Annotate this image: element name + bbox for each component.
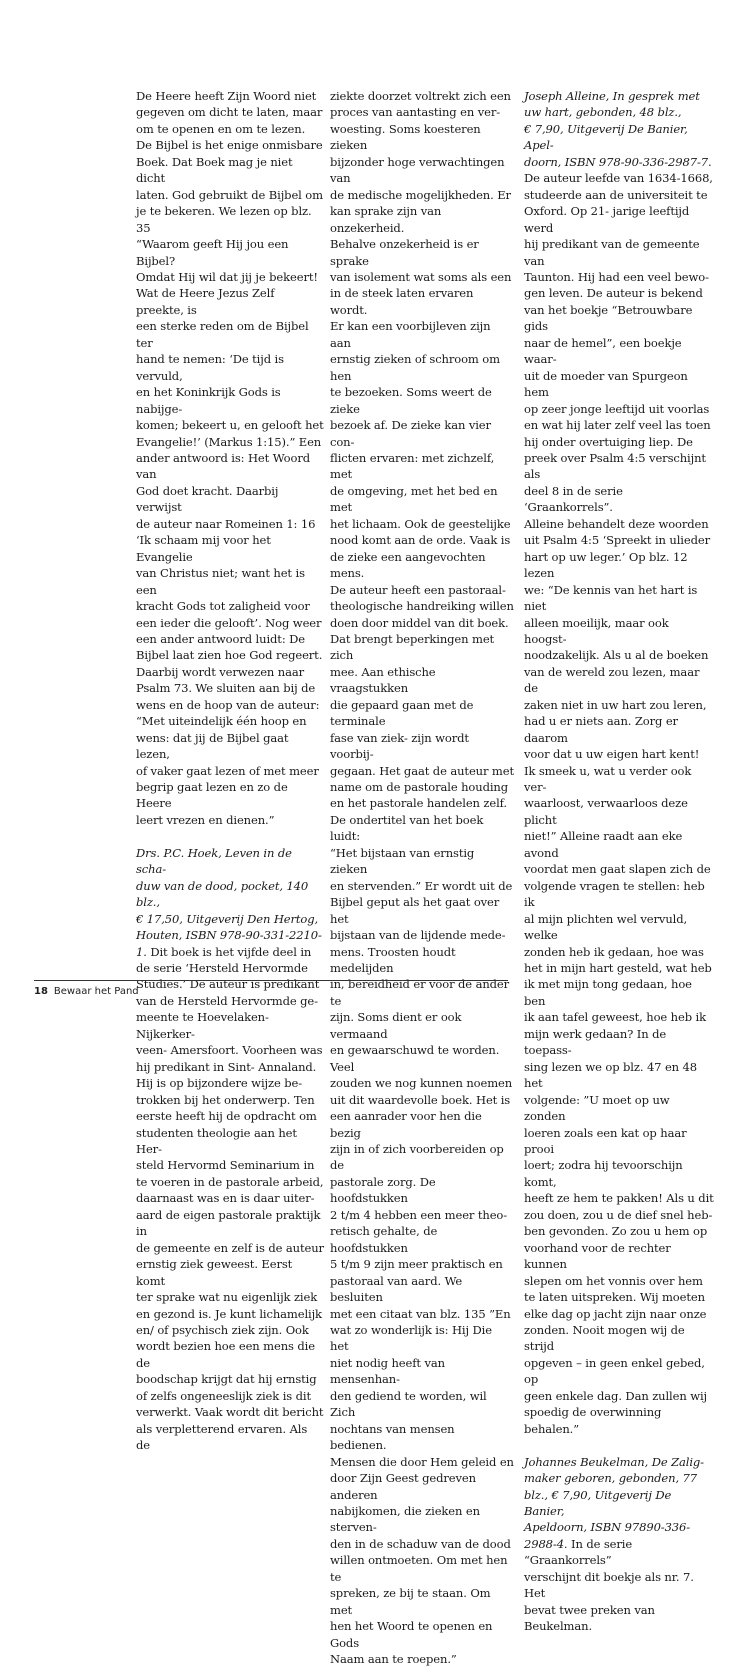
paragraph-hoek-review	[136, 845, 324, 1454]
hoek-review-text: Dit boek is het vijfde deel in de serie ‘Hersteld Hervormde Studies.’ De auteur is predikant van de Hersteld Hervormde ge- meente te Hoevelaken- Nijkerker- veen- Amersfoort. Voorheen was hij predikant in Sint- Annaland. Hij is op bijzondere wijze be- trokken bij het onderwerp. Ten eerste heeft hij de opdracht om studenten theologie aan het Her- steld Hervormd Seminarium in te voeren in de pastorale arbeid, daarnaast was en is daar uiter- aard de eigen pastorale praktijk in de gemeente en zelf is de auteur ernstig ziek geweest. Eerst komt ter sprake wat nu eigenlijk ziek en gezond is. Je kunt lichamelijk en/ of psychisch ziek zijn. Ook wordt bezien hoe een mens die de boodschap krijgt dat hij ernstig of zelfs ongeneeslijk ziek is dit verwerkt. Vaak wordt dit bericht als verpletterend ervaren. Als de	[136, 944, 324, 1453]
paragraph-beukelman-review	[524, 1454, 714, 1635]
book-reference-beukelman: Johannes Beukelman, De Zalig- maker geboren, gebonden, 77 blz., € 7,90, Uitgeverij De Banier, Apeldoorn, ISBN 97890-336- 2988-4.	[524, 1454, 704, 1551]
column-1	[136, 88, 324, 1454]
paragraph-bible-review: De Heere heeft Zijn Woord niet gegeven om dicht te laten, maar om te openen en om te lezen. De Bijbel is het enige onmisbare Boek. Dat Boek mag je niet dicht laten. God gebruikt de Bijbel om je te bekeren. We lezen op blz. 35 “Waarom geeft Hij jou een Bijbel? Omdat Hij wil dat jij je bekeert! Wat de Heere Jezus Zelf preekte, is een sterke reden om de Bijbel ter hand te nemen: ‘De tijd is vervuld, en het Koninkrijk Gods is nabijge- komen; bekeert u, en gelooft het Evangelie!’ (Markus 1:15).” Een ander antwoord is: Het Woord van God doet kracht. Daarbij verwijst de auteur naar Romeinen 1: 16 ‘Ik schaam mij voor het Evangelie van Christus niet; want het is een kracht Gods tot zaligheid voor een ieder die gelooft’. Nog weer een ander antwoord luidt: De Bijbel laat zien hoe God regeert. Daarbij wordt verwezen naar Psalm 73. We sluiten aan bij de wens en de hoop van de auteur: “Met uiteindelijk één hoop en wens: dat jij de Bijbel gaat lezen, of vaker gaat lezen of met meer begrip gaat lezen en zo de Heere leert vrezen en dienen.”	[136, 89, 324, 827]
magazine-title: Bewaar het Pand	[53, 986, 139, 997]
paragraph-alleine-review	[524, 88, 714, 1437]
column-3	[524, 88, 714, 1635]
paragraph-gap	[524, 1437, 714, 1453]
book-reference-hoek: Drs. P.C. Hoek, Leven in de scha- duw van de dood, pocket, 140 blz., € 17,50, Uitgeverij Den Hertog, Houten, ISBN 978-90-331-2210- 1.	[136, 845, 322, 959]
column-2	[330, 88, 514, 1668]
paragraph-hoek-review-continued: ziekte doorzet voltrekt zich een proces van aantasting en ver- woesting. Soms koesteren zieken bijzonder hoge verwachtingen van de medische mogelijkheden. Er kan sprake zijn van onzekerheid. Behalve onzekerheid is er sprake van isolement wat soms als een in de steek laten ervaren wordt. Er kan een voorbijleven zijn aan ernstig zieken of schroom om hen te bezoeken. Soms weert de zieke bezoek af. De zieke kan vier con- flicten ervaren: met zichzelf, met de omgeving, met het bed en met het lichaam. Ook de geestelijke nood komt aan de orde. Vaak is de zieke een aangevochten mens. De auteur heeft een pastoraal- theologische handreiking willen doen door middel van dit boek. Dat brengt beperkingen met zich mee. Aan ethische vraagstukken die gepaard gaan met de terminale fase van ziek- zijn wordt voorbij- gegaan. Het gaat de auteur met name om de pastorale houding en het pastorale handelen zelf. De ondertitel van het boek luidt: “Het bijstaan van ernstig zieken en stervenden.” Er wordt uit de Bijbel geput als het gaat over het bijstaan van de lijdende mede- mens. Troosten houdt medelijden in, bereidheid er voor de ander te zijn. Soms dient er ook vermaand en gewaarschuwd te worden. Veel zouden we nog kunnen noemen uit dit waardevolle boek. Het is een aanrader voor hen die bezig zijn in of zich voorbereiden op de pastorale zorg. De hoofdstukken 2 t/m 4 hebben een meer theo- retisch gehalte, de hoofdstukken 5 t/m 9 zijn meer praktisch en pastoraal van aard. We besluiten met een citaat van blz. 135 ”En wat zo wonderlijk is: Hij Die het niet nodig heeft van mensenhan- den gediend te worden, wil Zich nochtans van mensen bedienen. Mensen die door Hem geleid en door Zijn Geest gedreven anderen nabijkomen, die zieken en sterven- den in de schaduw van de dood willen ontmoeten. Om met hen te spreken, ze bij te staan. Om met hen het Woord te openen en Gods Naam aan te roepen.”	[330, 89, 514, 1667]
page-number: 18	[34, 986, 48, 997]
paragraph-gap	[136, 828, 324, 844]
page-footer	[34, 986, 139, 997]
footer-rule	[34, 980, 508, 981]
alleine-review-text: De auteur leefde van 1634-1668, studeerde aan de universiteit te Oxford. Op 21- jarige leeftijd werd hij predikant van de gemeente van Taunton. Hij had een veel bewo- gen leven. De auteur is bekend van het boekje “Betrouwbare gids naar de hemel”, een boekje waar- uit de moeder van Spurgeon hem op zeer jonge leeftijd uit voorlas en wat hij later zelf veel las toen hij onder overtuiging liep. De preek over Psalm 4:5 verschijnt als deel 8 in de serie ‘Graankorrels”. Alleine behandelt deze woorden uit Psalm 4:5 ‘Spreekt in ulieder hart op uw leger.’ Op blz. 12 lezen we: “De kennis van het hart is niet alleen moeilijk, maar ook hoogst- noodzakelijk. Als u al de boeken van de wereld zou lezen, maar de zaken niet in uw hart zou leren, had u er niets aan. Zorg er daarom voor dat u uw eigen hart kent! Ik smeek u, wat u verder ook ver- waarloost, verwaarloos deze plicht niet!” Alleine raadt aan eke avond voordat men gaat slapen zich de volgende vragen te stellen: heb ik al mijn plichten wel vervuld, welke zonden heb ik gedaan, hoe was het in mijn hart gesteld, wat heb ik met mijn tong gedaan, hoe ben ik aan tafel geweest, hoe heb ik mijn werk gedaan? In de toepass- sing lezen we op blz. 47 en 48 het volgende: ”U moet op uw zonden loeren zoals een kat op haar prooi loert; zodra hij tevoorschijn komt, heeft ze hem te pakken! Als u dit zou doen, zou u de dief snel heb- ben gevonden. Zo zou u hem op voorhand voor de rechter kunnen slepen om het vonnis over hem te laten uitspreken. Wij moeten elke dag op jacht zijn naar onze zonden. Nooit mogen wij de strijd opgeven – in geen enkel gebed, op geen enkele dag. Dan zullen wij spoedig de overwinning behalen.”	[524, 171, 714, 1436]
beukelman-review-text: In de serie “Graankorrels” verschijnt dit boekje als nr. 7. Het bevat twee preken van Beukelman.	[524, 1536, 694, 1634]
book-reference-alleine: Joseph Alleine, In gesprek met uw hart, gebonden, 48 blz., € 7,90, Uitgeverij De Banier, Apel- doorn, ISBN 978-90-336-2987-7.	[524, 89, 712, 169]
